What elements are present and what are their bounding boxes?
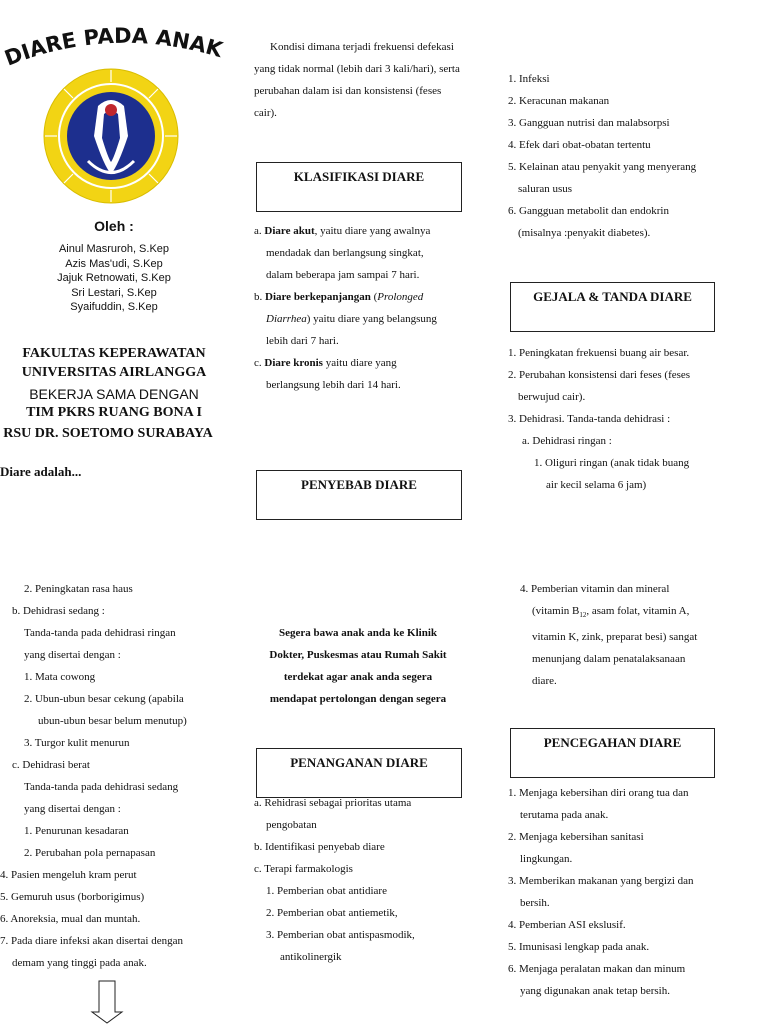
item-text: ) yaitu diare yang belangsung <box>306 313 437 325</box>
faculty-name: FAKULTAS KEPERAWATAN <box>22 346 206 361</box>
list-item <box>254 308 470 330</box>
list-item: ubun-ubun besar belum menutup) <box>38 715 187 727</box>
list-item: 6. Menjaga peralatan makan dan minum <box>508 963 686 975</box>
list-item: Tanda-tanda pada dehidrasi sedang <box>24 781 179 793</box>
list-item: lingkungan. <box>520 853 573 865</box>
list-item <box>520 600 766 626</box>
author-name: Ainul Masruroh, S.Kep <box>58 243 170 255</box>
term-akut: Diare akut <box>264 225 315 237</box>
list-item: b. Dehidrasi sedang : <box>12 605 105 617</box>
list-item: 4. Pasien mengeluh kram perut <box>0 869 137 881</box>
author-name: Syaifuddin, S.Kep <box>70 301 158 313</box>
list-item: pengobatan <box>266 819 317 831</box>
oleh-label: Oleh : <box>94 218 134 234</box>
list-item: antikolinergik <box>280 951 342 963</box>
author-name: Jajuk Retnowati, S.Kep <box>57 272 171 284</box>
list-item: a. Dehidrasi ringan : <box>522 435 612 447</box>
gejala-heading: GEJALA & TANDA DIARE <box>510 282 715 332</box>
klasifikasi-heading: KLASIFIKASI DIARE <box>256 162 462 212</box>
list-item: 1. Mata cowong <box>24 671 96 683</box>
author-list <box>0 242 228 315</box>
list-item: 2. Pemberian obat antiemetik, <box>266 907 398 919</box>
list-item: b. Identifikasi penyebab diare <box>254 841 385 853</box>
diare-adalah-heading: Diare adalah... <box>0 464 82 479</box>
list-item: yang digunakan anak tetap bersih. <box>520 985 670 997</box>
list-item: 1. Infeksi <box>508 73 550 85</box>
penanganan-list <box>254 792 470 968</box>
list-item: 5. Imunisasi lengkap pada anak. <box>508 941 650 953</box>
list-item: 4. Efek dari obat-obatan tertentu <box>508 139 651 151</box>
list-item <box>254 352 470 374</box>
list-item: a. Rehidrasi sebagai prioritas utama <box>254 797 412 809</box>
list-item: 2. Keracunan makanan <box>508 95 610 107</box>
author-name: Azis Mas'udi, S.Kep <box>65 257 163 270</box>
list-item <box>254 286 470 308</box>
cta-line: Dokter, Puskesmas atau Rumah Sakit <box>269 649 447 661</box>
list-item: 1. Oliguri ringan (anak tidak buang <box>534 457 690 469</box>
list-item: 2. Perubahan pola pernapasan <box>24 847 156 859</box>
list-item: saluran usus <box>518 183 573 195</box>
list-item: 2. Ubun-ubun besar cekung (apabila <box>24 693 184 705</box>
list-item: 3. Pemberian obat antispasmodik, <box>266 929 415 941</box>
penyebab-heading: PENYEBAB DIARE <box>256 470 462 520</box>
list-item: menunjang dalam penatalaksanaan <box>532 653 686 666</box>
list-item: 7. Pada diare infeksi akan disertai dengan <box>0 935 183 947</box>
list-item: (misalnya :penyakit diabetes). <box>518 227 651 239</box>
list-item: 1. Menjaga kebersihan diri orang tua dan <box>508 787 689 799</box>
item-text: (vitamin B <box>532 605 580 617</box>
list-item: diare. <box>532 675 557 688</box>
item-prefix: a. <box>254 225 262 237</box>
list-item: yang disertai dengan : <box>24 649 121 661</box>
list-item: 1. Penurunan kesadaran <box>24 825 129 837</box>
item-text: dalam beberapa jam sampai 7 hari. <box>266 269 420 281</box>
list-item: Tanda-tanda pada dehidrasi ringan <box>24 627 176 639</box>
list-item: 6. Gangguan metabolit dan endokrin <box>508 205 669 217</box>
item-text: , yaitu diare yang awalnya <box>314 225 431 237</box>
pencegahan-heading: PENCEGAHAN DIARE <box>510 728 715 778</box>
list-item: 5. Kelainan atau penyakit yang menyerang <box>508 161 697 173</box>
list-item: 2. Perubahan konsistensi dari feses (feses <box>508 369 691 381</box>
list-item: demam yang tinggi pada anak. <box>12 957 147 969</box>
term-italic: Prolonged <box>377 291 424 303</box>
list-item: 1. Peningkatan frekuensi buang air besar. <box>508 347 690 359</box>
klasifikasi-list <box>254 220 470 396</box>
list-item: 2. Peningkatan rasa haus <box>24 583 133 595</box>
item-text: mendadak dan berlangsung singkat, <box>266 247 424 259</box>
term-berkepanjangan: Diare berkepanjangan <box>265 291 371 303</box>
list-item: 3. Gangguan nutrisi dan malabsorpsi <box>508 117 670 129</box>
list-item: bersih. <box>520 897 550 909</box>
list-item: yang disertai dengan : <box>24 803 121 815</box>
item-text: berlangsung lebih dari 14 hari. <box>266 379 401 391</box>
list-item: 3. Dehidrasi. Tanda-tanda dehidrasi : <box>508 413 671 425</box>
penanganan-heading: PENANGANAN DIARE <box>256 748 462 798</box>
collaboration-label: BEKERJA SAMA DENGAN <box>29 386 199 402</box>
list-item: 4. Pemberian vitamin dan mineral <box>520 583 670 595</box>
item-prefix: b. <box>254 291 263 303</box>
cta-line: terdekat agar anak anda segera <box>283 671 433 683</box>
item-text: , asam folat, vitamin A, <box>586 605 690 617</box>
team-name: TIM PKRS RUANG BONA I <box>26 405 202 420</box>
down-arrow-icon <box>90 980 124 1024</box>
item-text: ( <box>370 291 378 303</box>
hospital-name: RSU DR. SOETOMO SURABAYA <box>3 426 213 441</box>
university-name: UNIVERSITAS AIRLANGGA <box>21 365 207 380</box>
item-prefix: c. <box>254 357 262 369</box>
item-text: lebih dari 7 hari. <box>266 335 339 347</box>
call-to-action <box>248 622 468 710</box>
pencegahan-list <box>508 782 766 1002</box>
vitamin-item <box>520 578 766 692</box>
definition-paragraph: Kondisi dimana terjadi frekuensi defekasi yang tidak normal (lebih dari 3 kali/hari), serta perubahan dalam isi dan konsistensi (feses cair). <box>254 41 460 119</box>
term-kronis: Diare kronis <box>264 357 323 369</box>
list-item: 3. Memberikan makanan yang bergizi dan <box>508 875 694 887</box>
list-item <box>254 220 470 242</box>
gejala-list <box>508 342 766 496</box>
list-item: 3. Turgor kulit menurun <box>24 737 130 749</box>
list-item: terutama pada anak. <box>520 809 609 821</box>
gejala-continued-list <box>0 578 234 974</box>
subscript: 12 <box>579 611 587 620</box>
list-item: 1. Pemberian obat antidiare <box>266 885 387 897</box>
list-item: 2. Menjaga kebersihan sanitasi <box>508 831 644 843</box>
title-banner <box>0 14 232 74</box>
list-item: c. Dehidrasi berat <box>12 759 90 771</box>
cta-line: Segera bawa anak anda ke Klinik <box>278 627 437 639</box>
term-italic: Diarrhea <box>266 313 307 325</box>
list-item: vitamin K, zink, preparat besi) sangat <box>532 631 698 644</box>
list-item: 6. Anoreksia, mual dan muntah. <box>0 913 141 925</box>
author-name: Sri Lestari, S.Kep <box>71 286 157 299</box>
item-text: yaitu diare yang <box>322 357 397 369</box>
cta-line: mendapat pertolongan dengan segera <box>269 693 447 705</box>
page-title: DIARE PADA ANAK <box>1 23 226 71</box>
list-item: c. Terapi farmakologis <box>254 863 353 875</box>
list-item: 4. Pemberian ASI ekslusif. <box>508 919 626 931</box>
list-item: air kecil selama 6 jam) <box>546 479 647 491</box>
list-item: berwujud cair). <box>518 391 586 403</box>
university-seal-icon <box>38 66 184 206</box>
penyebab-list <box>508 68 766 244</box>
list-item: 5. Gemuruh usus (borborigimus) <box>0 891 145 903</box>
